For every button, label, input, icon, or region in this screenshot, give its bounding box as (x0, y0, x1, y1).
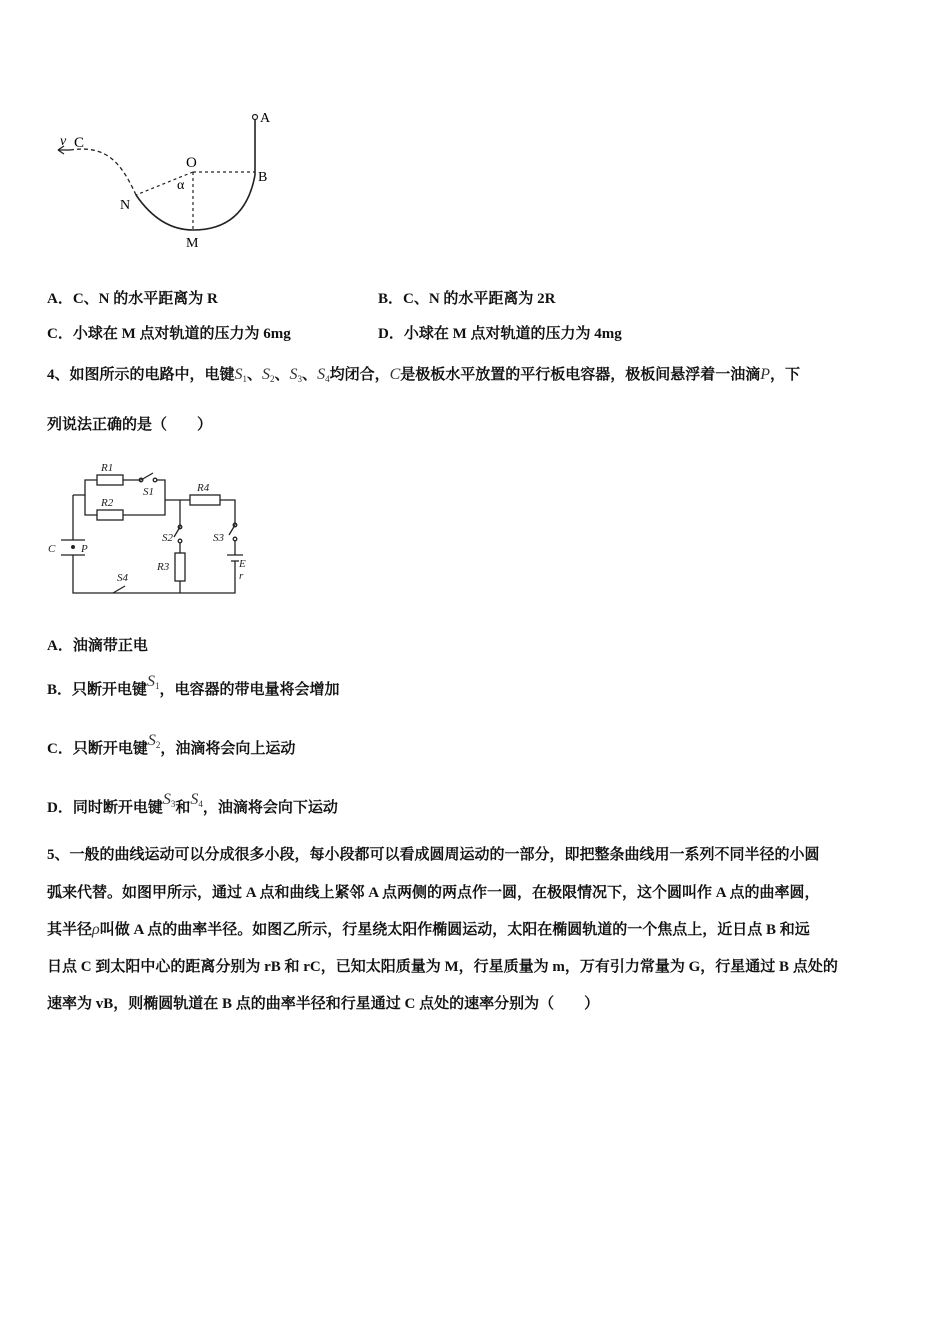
symbol-s3: $S_3$ (289, 366, 303, 384)
projectile-path (70, 149, 136, 195)
q5-line5: 速率为 vB，则椭圆轨道在 B 点的曲率半径和行星通过 C 点处的速率分别为（ ） (47, 996, 600, 1012)
label-r: r (239, 570, 244, 582)
q4-option-b[interactable]: B．只断开电键$S_1$，电容器的带电量将会增加 (47, 673, 340, 698)
resistor-r3 (175, 553, 185, 581)
q4-stem-line2: 列说法正确的是（ ） (47, 417, 213, 433)
resistor-r4 (190, 495, 220, 505)
q5-line3: 其半径ρ叫做 A 点的曲率半径。如图乙所示，行星绕太阳作椭圆运动，太阳在椭圆轨道的一个焦点上，近日点 B 和远 (47, 921, 810, 938)
symbol-s2: $S_2$ (262, 366, 275, 384)
label-s2: S2 (162, 532, 173, 544)
label-n: N (120, 198, 131, 213)
symbol-s1: $S_1$ (147, 673, 160, 691)
symbol-c: C (389, 366, 401, 383)
radius-on (136, 172, 193, 195)
label-m: M (186, 236, 199, 251)
symbol-s2: $S_2$ (147, 732, 161, 750)
switch-s4 (113, 586, 125, 593)
symbol-s3: $S_3$ (162, 791, 176, 809)
q4-option-a[interactable]: A．油滴带正电 (47, 638, 148, 654)
symbol-s1: $S_1$ (234, 366, 248, 384)
q3-option-d[interactable]: D．小球在 M 点对轨道的压力为 4mg (378, 326, 622, 342)
q3-option-a[interactable]: A．C、N 的水平距离为 R (47, 291, 218, 307)
symbol-s4: $S_4$ (317, 366, 330, 384)
q5-line4: 日点 C 到太阳中心的距离分别为 rB 和 rC，已知太阳质量为 M，行星质量为 m，万有引力常量为 G，行星通过 B 点处的 (47, 959, 838, 975)
q4-stem-line1: 4、如图所示的电路中，电键$S_1$、$S_2$、$S_3$、$S_4$均闭合，C是极板水平放置的平行板电容器，极板间悬浮着一油滴P，下 (47, 366, 801, 384)
q3-option-b[interactable]: B．C、N 的水平距离为 2R (378, 291, 556, 307)
q5-line1: 5、一般的曲线运动可以分成很多小段，每小段都可以看成圆周运动的一部分，即把整条曲线用一系列不同半径的小圆 (47, 847, 820, 863)
label-v: v (60, 134, 67, 149)
oil-drop-p (71, 545, 75, 549)
circuit-diagram (45, 455, 255, 605)
label-b: B (258, 170, 268, 185)
q4-option-d[interactable]: D．同时断开电键$S_3$和$S_4$，油滴将会向下运动 (47, 791, 338, 816)
label-e: E (239, 558, 246, 570)
label-r1: R1 (101, 462, 114, 474)
label-c: C (74, 135, 85, 151)
resistor-r2 (97, 510, 123, 520)
label-o: O (186, 155, 197, 171)
q4-option-c[interactable]: C．只断开电键$S_2$，油滴将会向上运动 (47, 732, 296, 757)
label-c: C (48, 543, 56, 555)
label-alpha: α (177, 178, 185, 193)
q3-option-c[interactable]: C．小球在 M 点对轨道的压力为 6mg (47, 326, 291, 342)
semicircle-track (136, 175, 255, 230)
symbol-rho: ρ (92, 921, 100, 938)
label-s1: S1 (143, 486, 154, 498)
track-diagram (50, 105, 290, 255)
label-a: A (260, 111, 271, 126)
symbol-s4: $S_4$ (190, 791, 203, 809)
label-r2: R2 (101, 497, 114, 509)
label-p: P (81, 543, 88, 555)
resistor-r1 (97, 475, 123, 485)
label-r3: R3 (157, 561, 170, 573)
symbol-p: P (760, 366, 771, 383)
q4-text-pre: 4、如图所示的电路中，电键 (47, 367, 235, 383)
label-s3: S3 (213, 532, 224, 544)
label-r4: R4 (197, 482, 210, 494)
label-s4: S4 (117, 572, 128, 584)
q5-line2: 弧来代替。如图甲所示，通过 A 点和曲线上紧邻 A 点两侧的两点作一圆，在极限情况下，这个圆叫作 A 点的曲率圆， (47, 885, 820, 901)
